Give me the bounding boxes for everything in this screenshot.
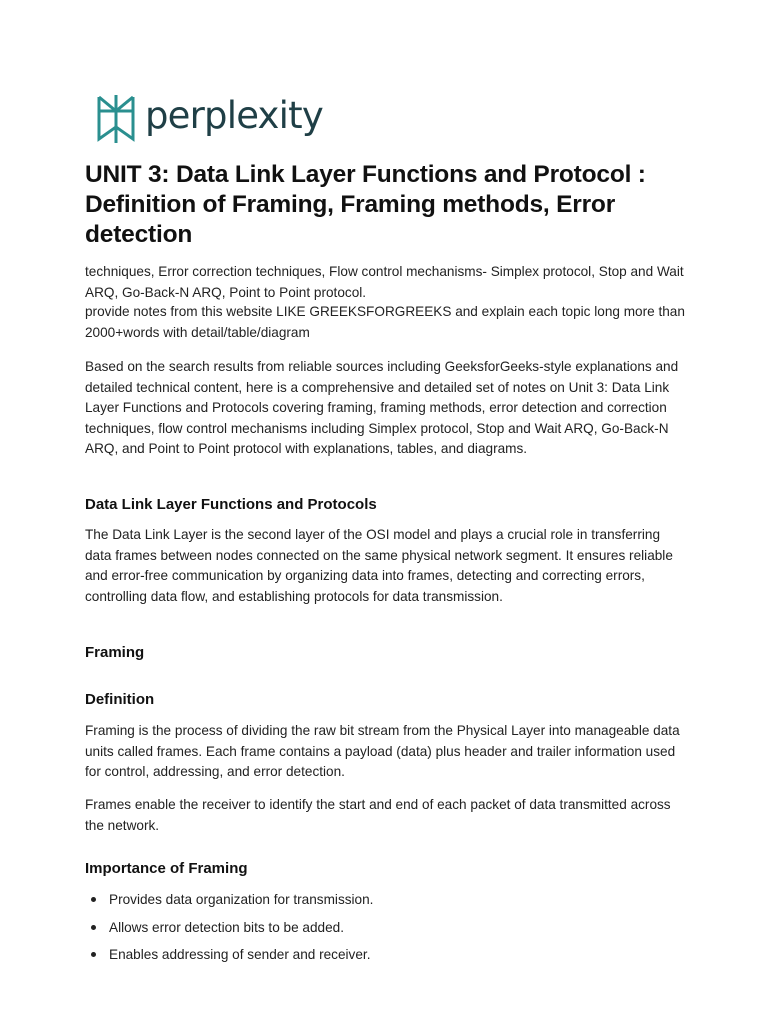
definition-body-2: Frames enable the receiver to identify the start and end of each packet of data transmitted across the network. [85,797,671,833]
section-heading-dll: Data Link Layer Functions and Protocols [85,496,377,513]
page-title: UNIT 3: Data Link Layer Functions and Protocol : Definition of Framing, Framing methods, Error detection [85,161,646,248]
list-item: Provides data organization for transmission. [85,890,685,918]
section-heading-importance: Importance of Framing [85,860,248,877]
importance-list [85,890,685,973]
section-heading-definition: Definition [85,691,155,708]
query-text-2: provide notes from this website LIKE GREEKSFORGREEKS and explain each topic long more than 2000+words with detail/table/diagram [85,304,685,340]
brand-name: perplexity [145,93,323,137]
section-body-dll: The Data Link Layer is the second layer of the OSI model and plays a crucial role in transferring data frames between nodes connected on the same physical network segment. It ensures reliable and error-free communication by organizing data into frames, detecting and correcting errors, controlling data flow, and establishing protocols for data transmission. [85,527,673,604]
brand-logo [95,93,323,145]
bullet-icon [91,952,96,957]
list-item: Enables addressing of sender and receiver. [85,945,685,973]
perplexity-logo-icon [95,93,137,145]
section-heading-framing: Framing [85,644,145,661]
intro-paragraph: Based on the search results from reliable sources including GeeksforGeeks-style explanations and detailed technical content, here is a comprehensive and detailed set of notes on Unit 3: Data Link Layer Functions and Protocols covering framing, framing methods, error detection and correction techniques, flow control mechanisms including Simplex protocol, Stop and Wait ARQ, Go-Back-N ARQ, and Point to Point protocol with explanations, tables, and diagrams. [85,359,679,456]
bullet-icon [91,897,96,902]
query-text-1: techniques, Error correction techniques, Flow control mechanisms- Simplex protocol, Stop and Wait ARQ, Go-Back-N ARQ, Point to Point protocol. [85,264,684,300]
list-item: Allows error detection bits to be added. [85,918,685,946]
definition-body-1: Framing is the process of dividing the raw bit stream from the Physical Layer into manageable data units called frames. Each frame contains a payload (data) plus header and trailer information used for control, addressing, and error detection. [85,723,680,779]
bullet-icon [91,925,96,930]
